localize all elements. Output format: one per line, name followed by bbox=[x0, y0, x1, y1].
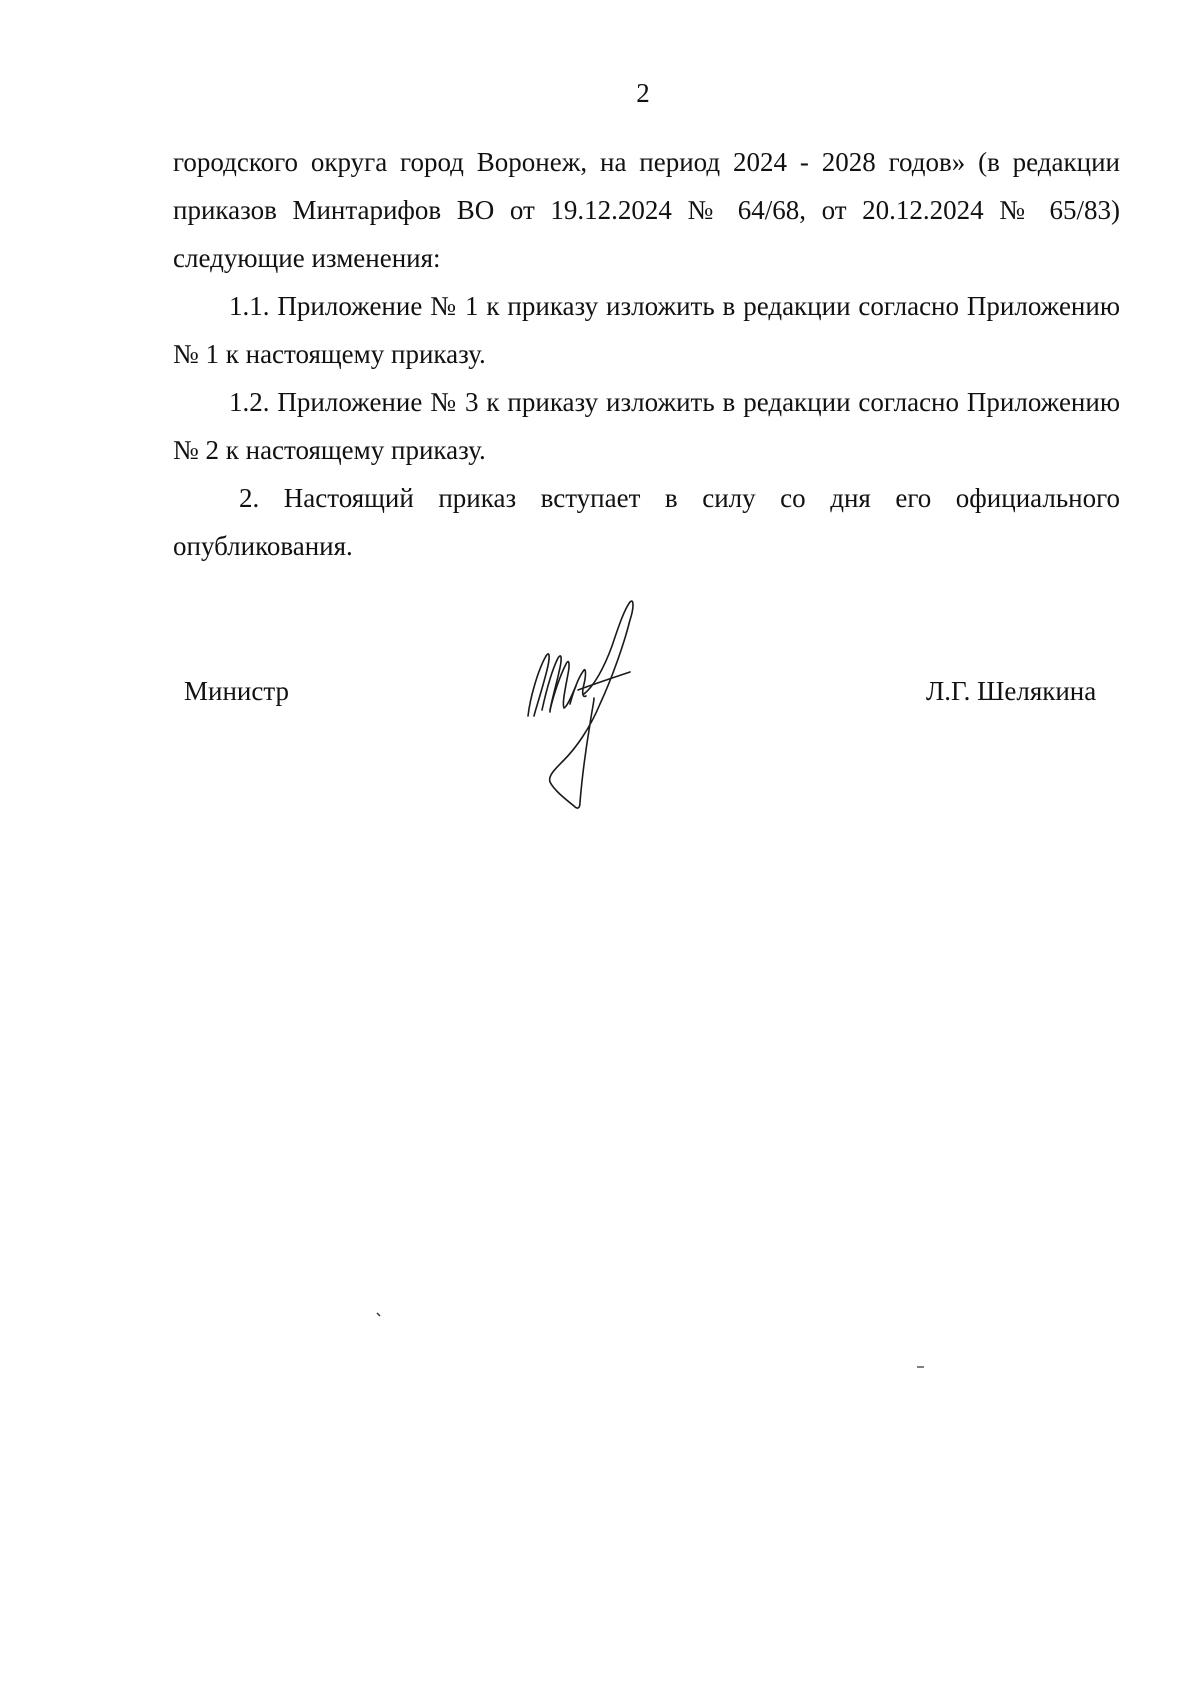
signatory-title: Министр bbox=[184, 676, 289, 706]
signatory-name: Л.Г. Шелякина bbox=[926, 676, 1097, 706]
scan-speck bbox=[376, 1312, 382, 1318]
paragraph-continuation: городского округа город Воронеж, на период 2024 - 2028 годов» (в редакции приказов Минтарифов ВО от 19.12.2024 № 64/68, от 20.12.2024 № 65/83) следующие изменения: bbox=[173, 147, 1120, 273]
handwritten-signature bbox=[520, 598, 650, 828]
scan-speck bbox=[916, 1364, 926, 1370]
document-body bbox=[173, 138, 1120, 570]
paragraph-item-1-1: 1.1. Приложение № 1 к приказу изложить в редакции согласно Приложению № 1 к настоящему приказу. bbox=[173, 291, 1120, 369]
paragraph-item-2: 2. Настоящий приказ вступает в силу со дня его официального опубликования. bbox=[173, 483, 1120, 561]
page-number: 2 bbox=[636, 78, 650, 108]
paragraph-item-1-2: 1.2. Приложение № 3 к приказу изложить в редакции согласно Приложению № 2 к настоящему приказу. bbox=[173, 387, 1120, 465]
